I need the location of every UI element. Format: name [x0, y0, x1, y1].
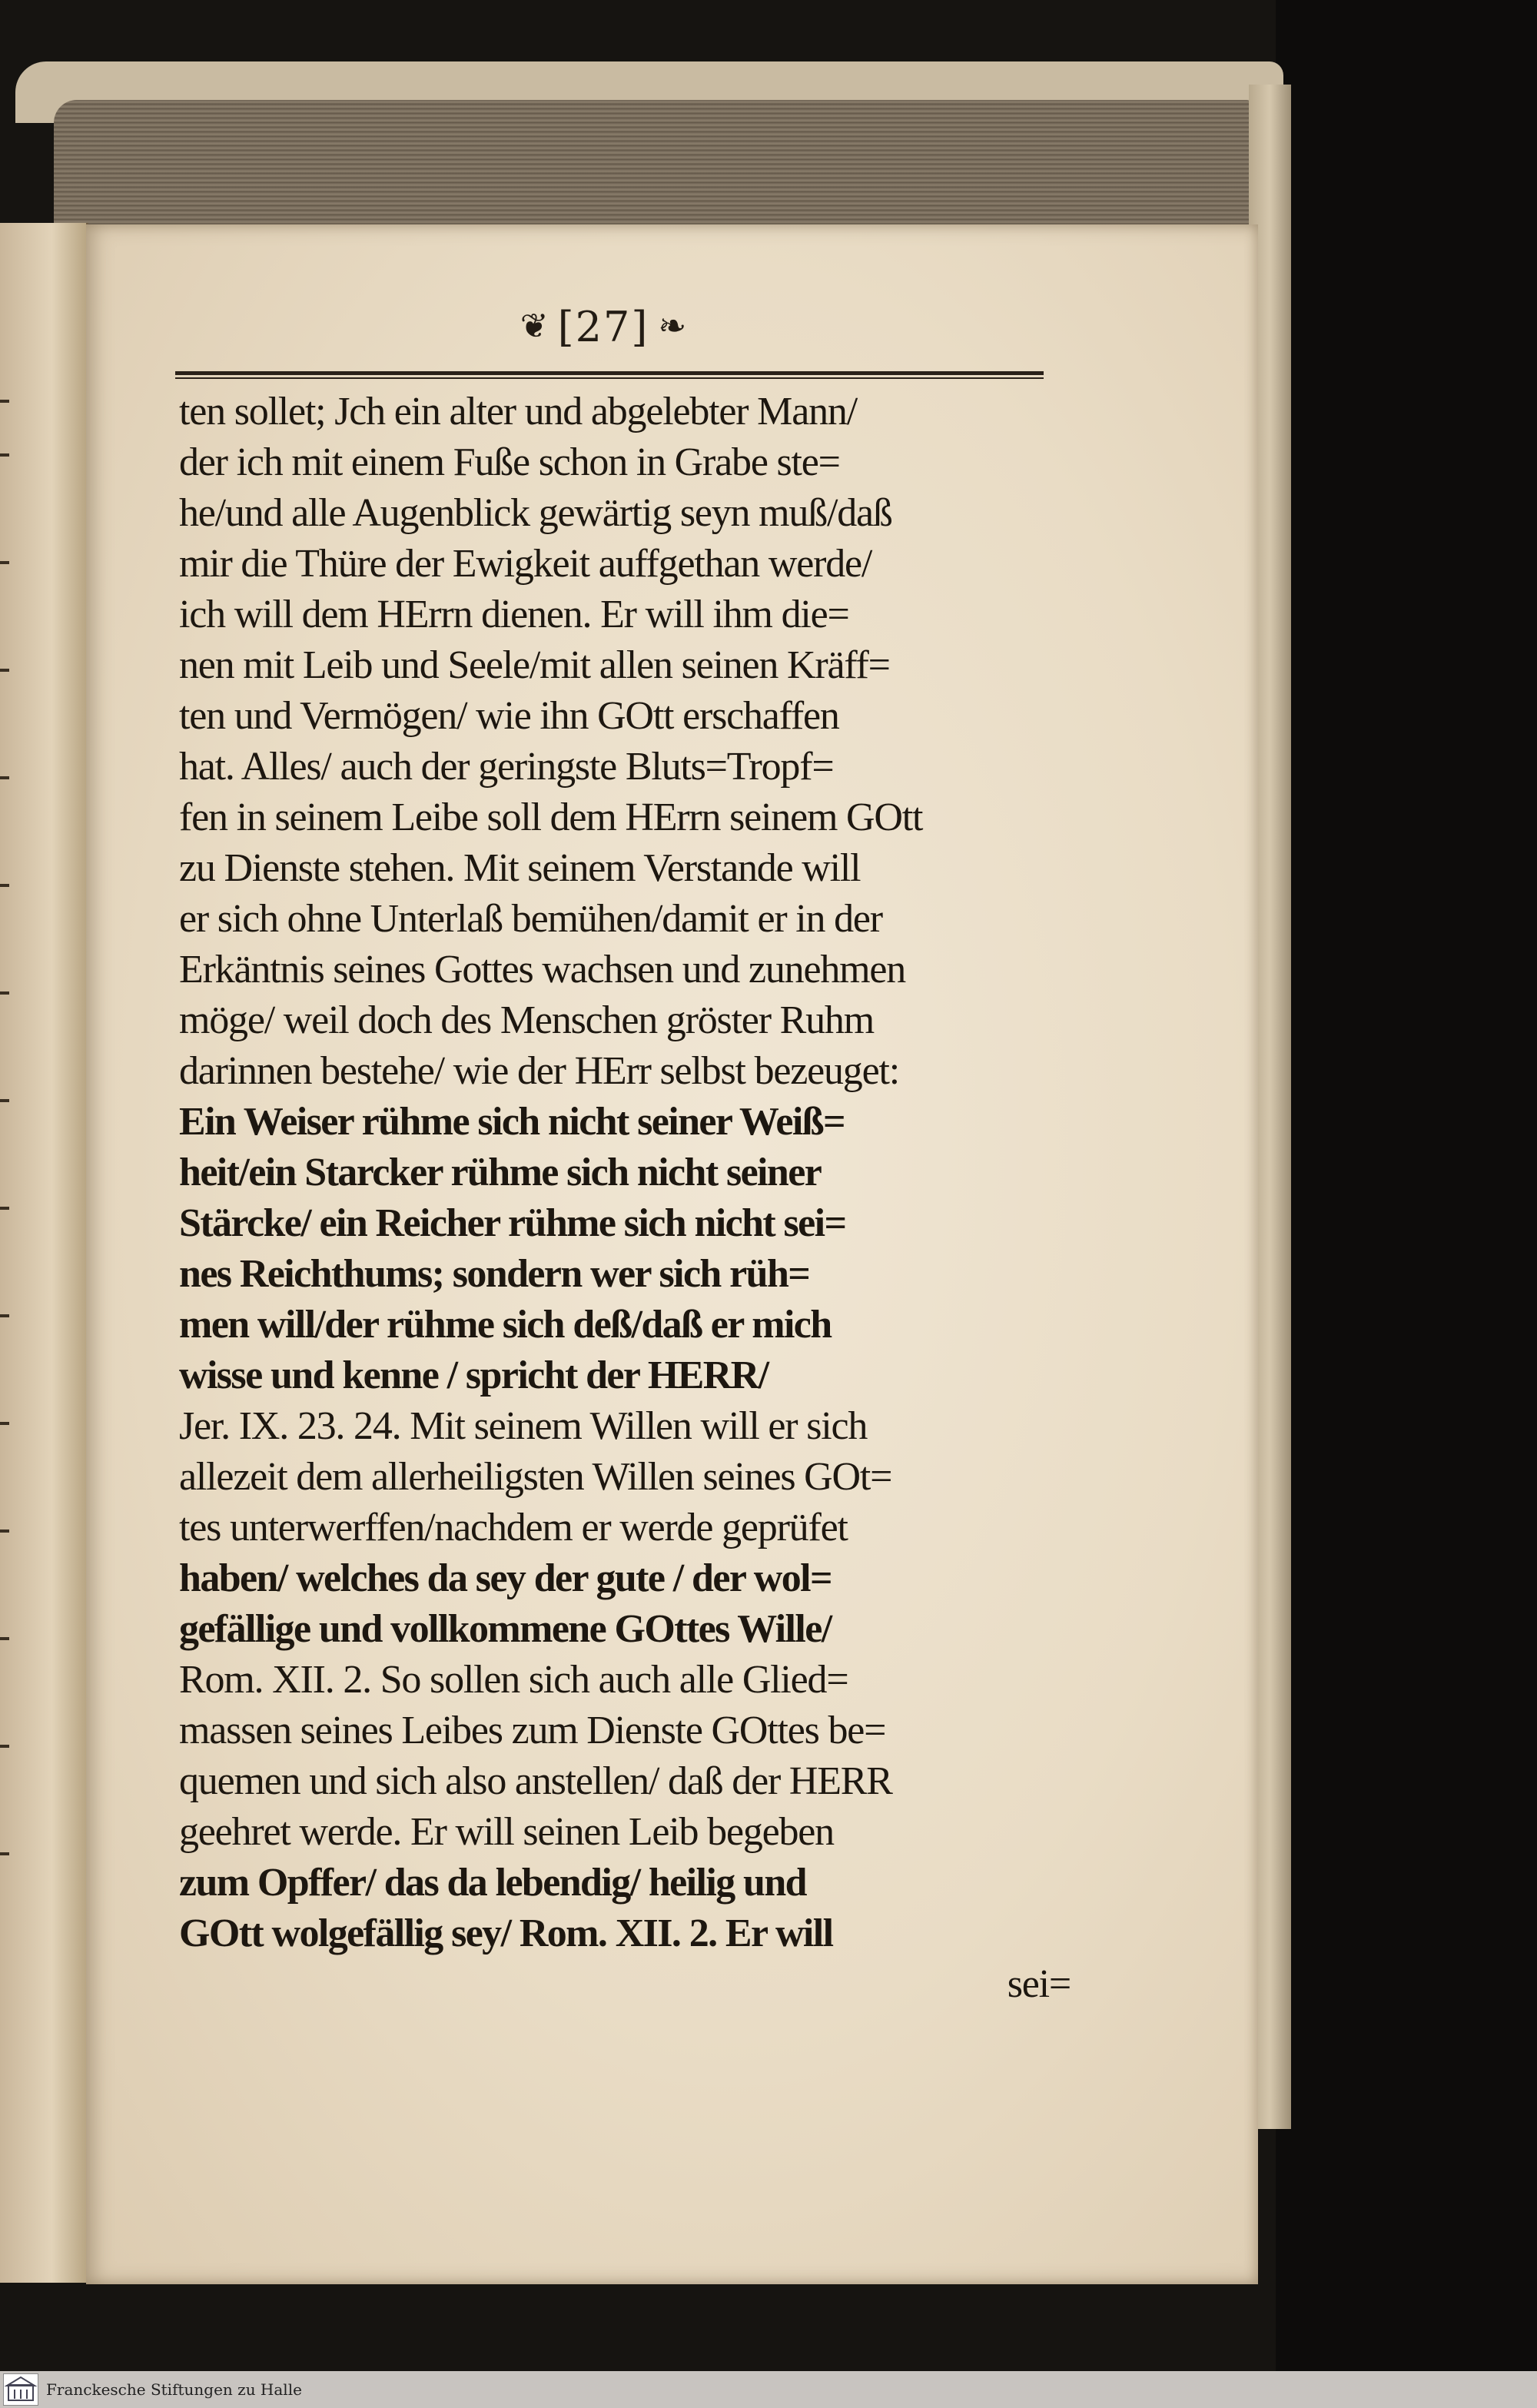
text-line: möge/ weil doch des Menschen gröster Ruhm: [179, 998, 874, 1042]
text-line: Erkäntnis seines Gottes wachsen und zunehmen: [179, 948, 906, 991]
text-line: zu Dienste stehen. Mit seinem Verstande will: [179, 846, 861, 890]
page-header: [476, 300, 730, 354]
text-line: fen in seinem Leibe soll dem HErrn seinem GOtt: [179, 795, 923, 839]
text-line: men will/der rühme sich deß/daß er mich: [179, 1303, 832, 1347]
text-line: er sich ohne Unterlaß bemühen/damit er in der: [179, 897, 882, 941]
text-line: haben/ welches da sey der gute / der wol=: [179, 1556, 832, 1600]
text-line: he/und alle Augenblick gewärtig seyn muß/daß: [179, 491, 892, 535]
text-line: nen mit Leib und Seele/mit allen seinen Kräff=: [179, 643, 890, 687]
text-line: ich will dem HErrn dienen. Er will ihm die=: [179, 593, 849, 636]
text-line: heit/ein Starcker rühme sich nicht seiner: [179, 1151, 822, 1194]
book-page-edges: [54, 100, 1253, 231]
text-line: zum Opffer/ das da lebendig/ heilig und: [179, 1861, 806, 1905]
text-line: Jer. IX. 23. 24. Mit seinem Willen will er sich: [179, 1404, 868, 1448]
credit-text: Franckesche Stiftungen zu Halle: [46, 2380, 302, 2399]
body-text: [179, 388, 1071, 2117]
text-line: der ich mit einem Fuße schon in Grabe ste=: [179, 440, 840, 484]
text-line: Stärcke/ ein Reicher rühme sich nicht sei=: [179, 1201, 846, 1245]
text-line: quemen und sich also anstellen/ daß der HERR: [179, 1759, 892, 1803]
header-rule: [175, 371, 1044, 379]
text-line: ten sollet; Jch ein alter und abgelebter Mann/: [179, 390, 857, 433]
text-line: Ein Weiser rühme sich nicht seiner Weiß=: [179, 1100, 845, 1144]
ornament-left-icon: ❦: [520, 307, 549, 346]
text-line: tes unterwerffen/nachdem er werde geprüfet: [179, 1506, 848, 1549]
text-line: geehret werde. Er will seinen Leib begeben: [179, 1810, 834, 1854]
text-line: Rom. XII. 2. So sollen sich auch alle Glied=: [179, 1658, 848, 1702]
ornament-right-icon: ❧: [658, 307, 687, 346]
text-line: darinnen bestehe/ wie der HErr selbst bezeuget:: [179, 1049, 899, 1093]
text-line: wisse und kenne / spricht der HERR/: [179, 1353, 768, 1397]
text-line: ten und Vermögen/ wie ihn GOtt erschaffen: [179, 694, 839, 738]
text-line: massen seines Leibes zum Dienste GOttes be=: [179, 1709, 886, 1752]
credit-bar: [0, 2371, 1537, 2408]
text-line: gefällige und vollkommene GOttes Wille/: [179, 1607, 832, 1651]
text-line: mir die Thüre der Ewigkeit auffgethan werde/: [179, 542, 872, 586]
photo-backdrop-right: [1276, 0, 1537, 2371]
francke-foundation-logo-icon: [3, 2373, 38, 2406]
text-line: nes Reichthums; sondern wer sich rüh=: [179, 1252, 810, 1296]
text-line: GOtt wolgefällig sey/ Rom. XII. 2. Er will: [179, 1911, 833, 1955]
catchword: sei=: [1007, 1962, 1071, 2006]
text-line: allezeit dem allerheiligsten Willen seines GOt=: [179, 1455, 892, 1499]
left-facing-page: [0, 223, 88, 2283]
text-line: hat. Alles/ auch der geringste Bluts=Tropf=: [179, 745, 834, 789]
page-number: [27]: [557, 302, 649, 351]
